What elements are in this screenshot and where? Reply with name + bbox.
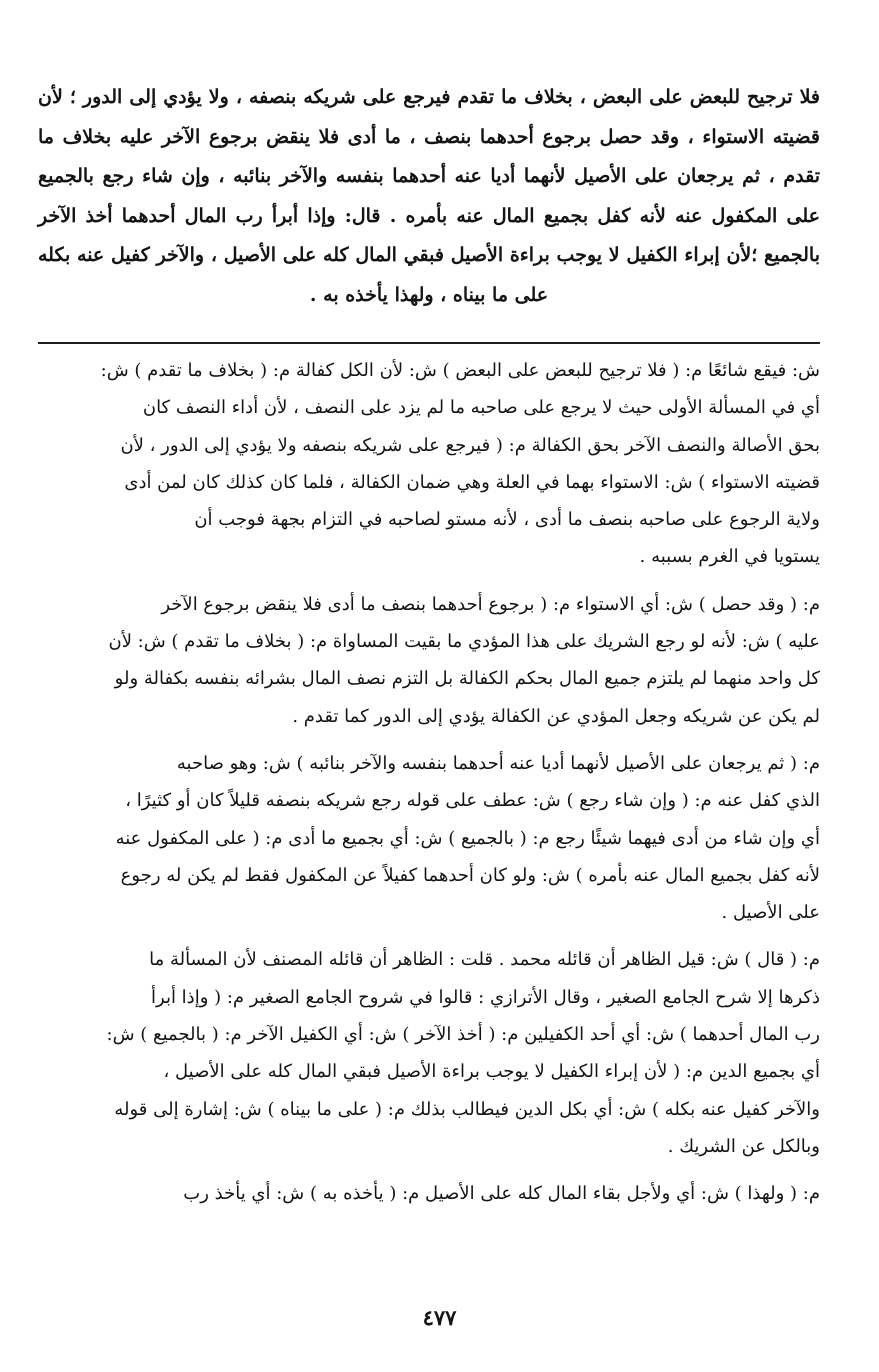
commentary-line: كل واحد منهما لم يلتزم جميع المال بحكم الكفالة بل التزم نصف المال بشرائه بنفسه بكفالة ولو	[114, 668, 820, 690]
commentary-paragraph	[38, 586, 820, 735]
commentary-line: الذي كفل عنه م: ( وإن شاء رجع ) ش: عطف على قوله رجع شريكه بنصفه قليلاً كان أو كثيرًا ،	[125, 790, 820, 812]
page-number: ٤٧٧	[422, 1305, 457, 1330]
commentary-line: عليه ) ش: لأنه لو رجع الشريك على هذا المؤدي ما بقيت المساواة م: ( بخلاف ما تقدم ) ش: لأن	[108, 631, 820, 653]
commentary-line: ذكرها إلا شرح الجامع الصغير ، وقال الأترازي : قالوا في شروح الجامع الصغير م: ( وإذا أبرأ	[151, 986, 820, 1008]
commentary-line: أي في المسألة الأولى حيث لا يرجع على صاحبه ما لم يزد على النصف ، لأن أداء النصف كان	[142, 397, 820, 419]
commentary-line: وبالكل عن الشريك .	[667, 1135, 820, 1157]
matn-paragraph: فلا ترجيح للبعض على البعض ، بخلاف ما تقدم فيرجع على شريكه بنصفه ، ولا يؤدي إلى الدور ؛ لأن قضيته الاستواء ، وقد حصل برجوع أحدهما بنصف ، ما أدى فلا ينقض برجوع الآخر عليه بخلاف ما تقدم ، ثم يرجعان على الأصيل لأنهما أديا عنه أحدهما بنفسه والآخر بنائبه ، وإن شاء رجع بالجميع على المكفول عنه لأنه كفل بجميع المال عنه بأمره . قال: وإذا أبرأ رب المال أحدهما أخذ الآخر بالجميع ؛لأن إبراء الكفيل لا يوجب براءة الأصيل فبقي المال كله على الأصيل ، والآخر كفيل عنه بكله على ما بيناه ، ولهذا يأخذه به .	[38, 86, 820, 306]
commentary-line: ولاية الرجوع على صاحبه بنصف ما أدى ، لأنه مستو لصاحبه في التزام بجهة فوجب أن	[194, 509, 820, 531]
commentary-paragraph	[38, 941, 820, 1165]
commentary-line: م: ( ولهذا ) ش: أي ولأجل بقاء المال كله على الأصيل م: ( يأخذه به ) ش: أي يأخذ رب	[183, 1183, 820, 1205]
separator-rule	[38, 342, 820, 344]
commentary-line: م: ( ثم يرجعان على الأصيل لأنهما أديا عنه أحدهما بنفسه والآخر بنائبه ) ش: وهو صاحبه	[176, 752, 820, 774]
commentary-section	[38, 352, 820, 1213]
matn-section	[38, 78, 820, 315]
commentary-line: أي بجميع الدين م: ( لأن إبراء الكفيل لا يوجب براءة الأصيل فبقي المال كله على الأصيل ،	[163, 1061, 820, 1083]
commentary-paragraph	[38, 1175, 820, 1212]
commentary-paragraph	[38, 745, 820, 931]
commentary-line: لم يكن عن شريكه وجعل المؤدي عن الكفالة يؤدي إلى الدور كما تقدم .	[292, 705, 820, 727]
commentary-line: رب المال أحدهما ) ش: أي أحد الكفيلين م: ( أخذ الآخر ) ش: أي الكفيل الآخر م: ( بالجميع ) ش:	[106, 1024, 820, 1046]
commentary-line: يستويا في الغرم بسببه .	[639, 546, 820, 568]
commentary-line: أي وإن شاء من أدى فيهما شيئًا رجع م: ( بالجميع ) ش: أي بجميع ما أدى م: ( على المكفول عنه	[115, 827, 820, 849]
page-content	[38, 78, 820, 1223]
commentary-line: ش: فيقع شائعًا م: ( فلا ترجيح للبعض على البعض ) ش: لأن الكل كفالة م: ( بخلاف ما تقدم ) ش:	[100, 360, 820, 381]
commentary-line: والآخر كفيل عنه بكله ) ش: أي بكل الدين فيطالب بذلك م: ( على ما بيناه ) ش: إشارة إلى قوله	[114, 1098, 820, 1120]
commentary-line: بحق الأصالة والنصف الآخر بحق الكفالة م: ( فيرجع على شريكه بنصفه ولا يؤدي إلى الدور ، لأن	[120, 434, 820, 456]
commentary-line: م: ( وقد حصل ) ش: أي الاستواء م: ( برجوع أحدهما بنصف ما أدى فلا ينقض برجوع الآخر	[161, 593, 820, 615]
commentary-line: قضيته الاستواء ) ش: الاستواء بهما في العلة وهي ضمان الكفالة ، فلما كان كذلك كان لمن أدى	[124, 471, 820, 493]
commentary-line: على الأصيل .	[721, 902, 820, 924]
commentary-line: م: ( قال ) ش: قيل الظاهر أن قائله محمد . قلت : الظاهر أن قائله المصنف لأن المسألة ما	[149, 949, 820, 971]
commentary-line: لأنه كفل بجميع المال عنه بأمره ) ش: ولو كان أحدهما كفيلاً عن المكفول فقط لم يكن له رجوع	[120, 864, 820, 886]
commentary-paragraph	[38, 352, 820, 576]
